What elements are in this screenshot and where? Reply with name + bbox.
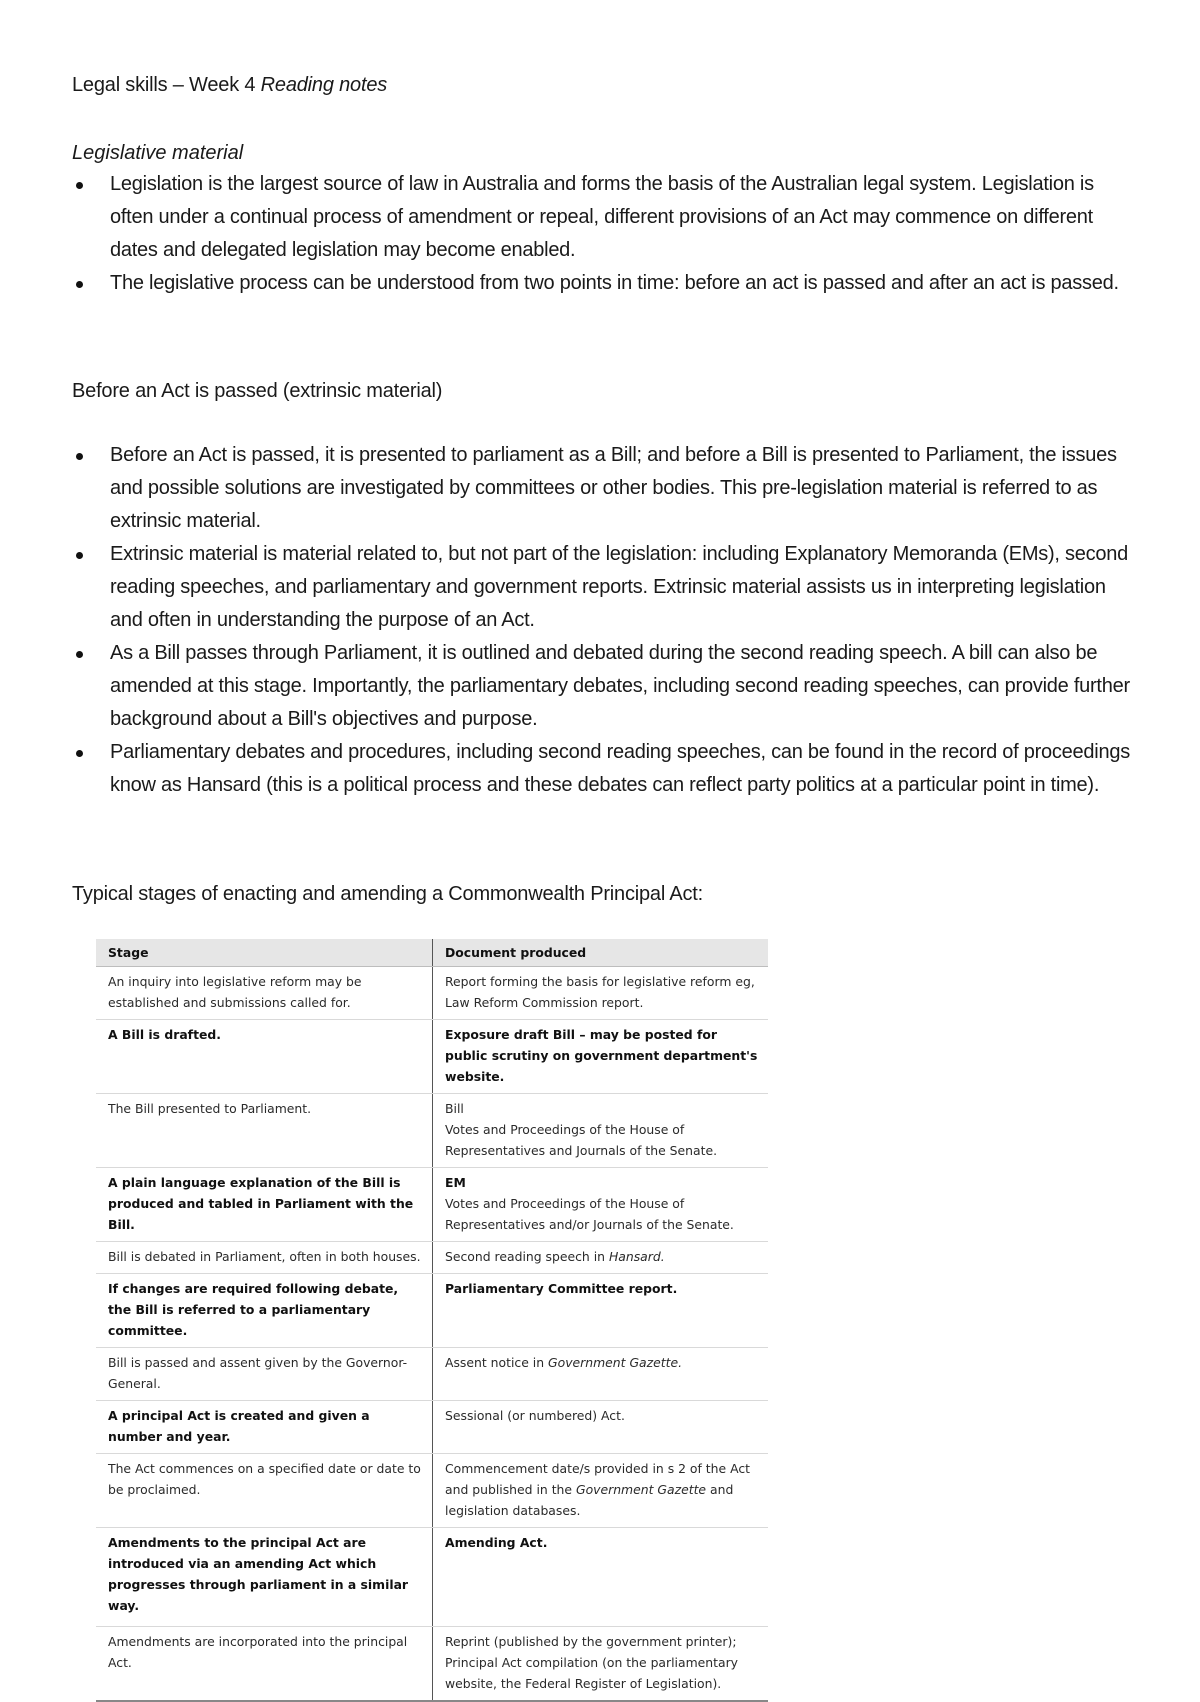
list-item: Extrinsic material is material related to, but not part of the legislation: including Explanatory Memoranda (EMs), second reading speeches, and parliamentary and government reports. Extrinsic material assists us in interpreting legislation and often in understanding the purpose of an Act. <box>72 538 1132 637</box>
document-cell: Commencement date/s provided in s 2 of the Act and published in the Government Gazette and legislation databases. <box>433 1454 769 1528</box>
bullet-icon <box>76 281 83 288</box>
document-cell: Reprint (published by the government printer); Principal Act compilation (on the parliamentary website, the Federal Register of Legislation). <box>433 1627 769 1702</box>
document-cell: Parliamentary Committee report. <box>433 1274 769 1348</box>
bullet-icon <box>76 651 83 658</box>
column-header-document: Document produced <box>433 939 769 967</box>
list-item: Parliamentary debates and procedures, including second reading speeches, can be found in the record of proceedings know as Hansard (this is a political process and these debates can reflect party politics at a particular point in time). <box>72 736 1132 802</box>
table-row <box>96 1528 768 1627</box>
table-row <box>96 1168 768 1242</box>
document-cell: Exposure draft Bill – may be posted for public scrutiny on government department's website. <box>433 1020 769 1094</box>
list-item: As a Bill passes through Parliament, it is outlined and debated during the second reading speech. A bill can also be amended at this stage. Importantly, the parliamentary debates, including second reading speeches, can provide further background about a Bill's objectives and purpose. <box>72 637 1132 736</box>
table-row <box>96 1454 768 1528</box>
section-heading-before-act: Before an Act is passed (extrinsic material) <box>72 380 443 402</box>
stage-cell: A principal Act is created and given a number and year. <box>96 1401 433 1454</box>
bullet-icon <box>76 182 83 189</box>
stage-cell: An inquiry into legislative reform may be established and submissions called for. <box>96 967 433 1020</box>
stage-cell: Amendments to the principal Act are introduced via an amending Act which progresses through parliament in a similar way. <box>96 1528 433 1627</box>
section-heading-legislative-material: Legislative material <box>72 142 244 164</box>
page-title: Legal skills – Week 4 Reading notes <box>72 74 388 96</box>
document-cell: Sessional (or numbered) Act. <box>433 1401 769 1454</box>
table-row <box>96 1274 768 1348</box>
table-row <box>96 1348 768 1401</box>
table-row <box>96 1627 768 1702</box>
stage-cell: If changes are required following debate, the Bill is referred to a parliamentary committee. <box>96 1274 433 1348</box>
table-row <box>96 1094 768 1168</box>
legislative-material-list <box>72 168 1132 300</box>
document-cell: Second reading speech in Hansard. <box>433 1242 769 1274</box>
bullet-icon <box>76 453 83 460</box>
table-row <box>96 1020 768 1094</box>
stage-cell: A Bill is drafted. <box>96 1020 433 1094</box>
stage-cell: Amendments are incorporated into the principal Act. <box>96 1627 433 1702</box>
table-row <box>96 1242 768 1274</box>
stage-cell: Bill is passed and assent given by the Governor-General. <box>96 1348 433 1401</box>
document-cell: Report forming the basis for legislative reform eg, Law Reform Commission report. <box>433 967 769 1020</box>
list-item: Before an Act is passed, it is presented to parliament as a Bill; and before a Bill is presented to Parliament, the issues and possible solutions are investigated by committees or other bodies. This pre-legislation material is referred to as extrinsic material. <box>72 439 1132 538</box>
section-heading-stages: Typical stages of enacting and amending a Commonwealth Principal Act: <box>72 883 704 905</box>
before-act-list <box>72 439 1132 802</box>
bullet-icon <box>76 750 83 757</box>
list-item: The legislative process can be understood from two points in time: before an act is passed and after an act is passed. <box>72 267 1132 300</box>
list-item: Legislation is the largest source of law in Australia and forms the basis of the Australian legal system. Legislation is often under a continual process of amendment or repeal, different provisions of an Act may commence on different dates and delegated legislation may become enabled. <box>72 168 1132 267</box>
document-cell: Amending Act. <box>433 1528 769 1627</box>
stage-cell: The Bill presented to Parliament. <box>96 1094 433 1168</box>
stage-cell: A plain language explanation of the Bill is produced and tabled in Parliament with the Bill. <box>96 1168 433 1242</box>
document-cell: EM Votes and Proceedings of the House of Representatives and/or Journals of the Senate. <box>433 1168 769 1242</box>
table-header-row <box>96 939 768 967</box>
document-cell: Bill Votes and Proceedings of the House of Representatives and Journals of the Senate. <box>433 1094 769 1168</box>
stage-cell: Bill is debated in Parliament, often in both houses. <box>96 1242 433 1274</box>
stage-cell: The Act commences on a specified date or date to be proclaimed. <box>96 1454 433 1528</box>
bullet-icon <box>76 552 83 559</box>
column-header-stage: Stage <box>96 939 433 967</box>
table-row <box>96 1401 768 1454</box>
table-row <box>96 967 768 1020</box>
stages-table <box>96 939 768 1702</box>
document-cell: Assent notice in Government Gazette. <box>433 1348 769 1401</box>
